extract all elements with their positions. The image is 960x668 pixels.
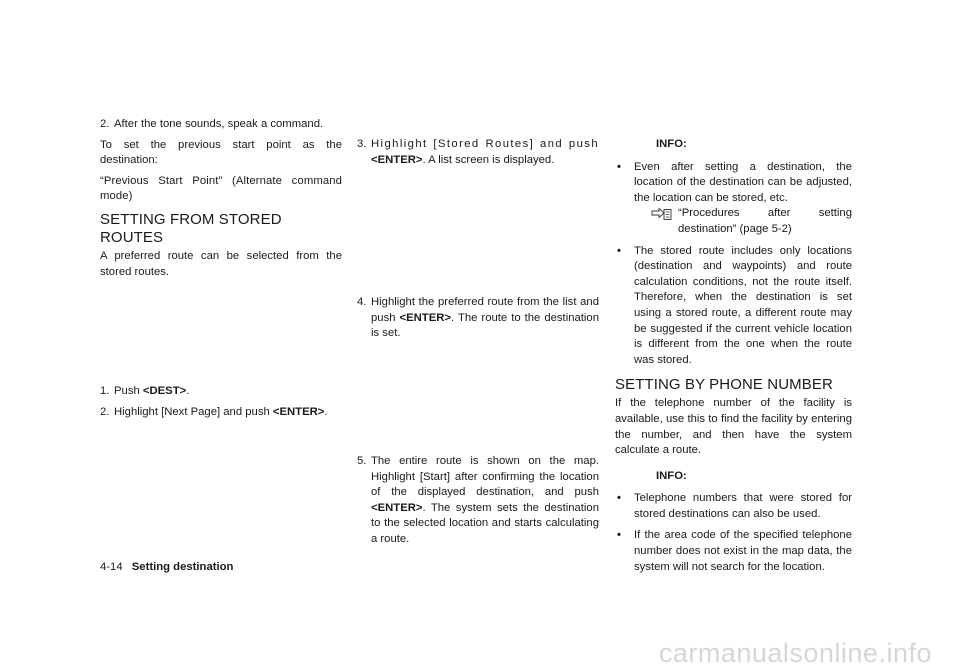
- key-label: <ENTER>: [371, 501, 423, 514]
- list-item: [357, 295, 599, 342]
- paragraph: To set the previous start point as the destination:: [100, 138, 342, 167]
- key-label: <ENTER>: [399, 311, 451, 324]
- bullet-item: [615, 491, 852, 522]
- page-footer: [100, 560, 233, 576]
- step-text: Highlight [Next Page] and push: [114, 405, 270, 418]
- step-number: 4.: [357, 296, 367, 309]
- key-label: <DEST>: [142, 385, 187, 398]
- watermark: carmanualsonline.info: [658, 638, 932, 668]
- bullet-icon: •: [617, 529, 621, 542]
- step-text: After the tone sounds, speak a command.: [114, 118, 324, 130]
- info-label: INFO:: [656, 469, 687, 482]
- key-label: <ENTER>: [272, 405, 325, 418]
- section-heading: SETTING BY PHONE NUMBER: [615, 376, 833, 394]
- step-text: . The route to the destination is set.: [371, 311, 599, 340]
- column-2: [357, 137, 599, 548]
- step-text: . A list screen is displayed.: [422, 153, 555, 166]
- reference-text: “Procedures after setting destination” (page 5-2): [678, 207, 852, 235]
- bullet-text: If the area code of the specified telephone number does not exist in the map data, the system will not search for the location.: [634, 529, 852, 573]
- section-title: Setting destination: [131, 561, 234, 573]
- section-heading: SETTING FROM STORED ROUTES: [100, 210, 282, 246]
- step-text: Highlight [Stored Routes] and push: [371, 138, 599, 150]
- bullet-icon: •: [617, 492, 621, 505]
- reference-icon: [651, 207, 673, 221]
- step-text: . The system sets the destination to the selected location and starts calculating a route.: [371, 501, 599, 545]
- list-item: [357, 454, 599, 548]
- step-number: 1.: [100, 385, 110, 398]
- info-label: INFO:: [656, 138, 687, 150]
- cross-reference: [634, 206, 852, 237]
- list-item: [357, 137, 599, 168]
- column-3: [615, 137, 852, 575]
- list-item: [100, 384, 342, 400]
- bullet-text: Telephone numbers that were stored for stored destinations can also be used.: [634, 492, 852, 520]
- bullet-icon: •: [617, 160, 621, 173]
- step-text: Highlight the preferred route from the list and push: [371, 296, 599, 324]
- key-label: <ENTER>: [371, 153, 423, 166]
- step-number: 5.: [357, 454, 367, 467]
- page-number: 4-14: [100, 561, 123, 573]
- bullet-text: The stored route includes only locations (destination and waypoints) and route calculation conditions, not the route itself. Therefore, when the destination is set using a stored route, a different route may be suggested if the current vehicle location is different from the one when the route was stored.: [634, 244, 852, 366]
- step-number: 2.: [100, 118, 110, 130]
- bullet-item: [615, 160, 852, 238]
- bullet-item: [615, 244, 852, 369]
- step-text: The entire route is shown on the map. Highlight [Start] after confirming the location of the displayed destination, and push: [371, 454, 599, 499]
- punctuation: .: [186, 385, 190, 398]
- bullet-item: [615, 528, 852, 575]
- list-item: [100, 117, 342, 133]
- punctuation: .: [324, 405, 328, 418]
- paragraph: If the telephone number of the facility is available, use this to find the facility by entering the number, and then have the system calculate a route.: [615, 397, 852, 457]
- step-text: Push: [114, 385, 140, 398]
- bullet-icon: •: [617, 244, 621, 257]
- bullet-text: Even after setting a destination, the location of the destination can be adjusted, the location can be stored, etc.: [634, 160, 852, 204]
- paragraph: “Previous Start Point” (Alternate command mode): [100, 174, 342, 203]
- step-number: 3.: [357, 138, 367, 150]
- step-number: 2.: [100, 405, 110, 418]
- list-item: [100, 405, 342, 421]
- column-1: [100, 117, 342, 420]
- paragraph: A preferred route can be selected from the stored routes.: [100, 249, 342, 278]
